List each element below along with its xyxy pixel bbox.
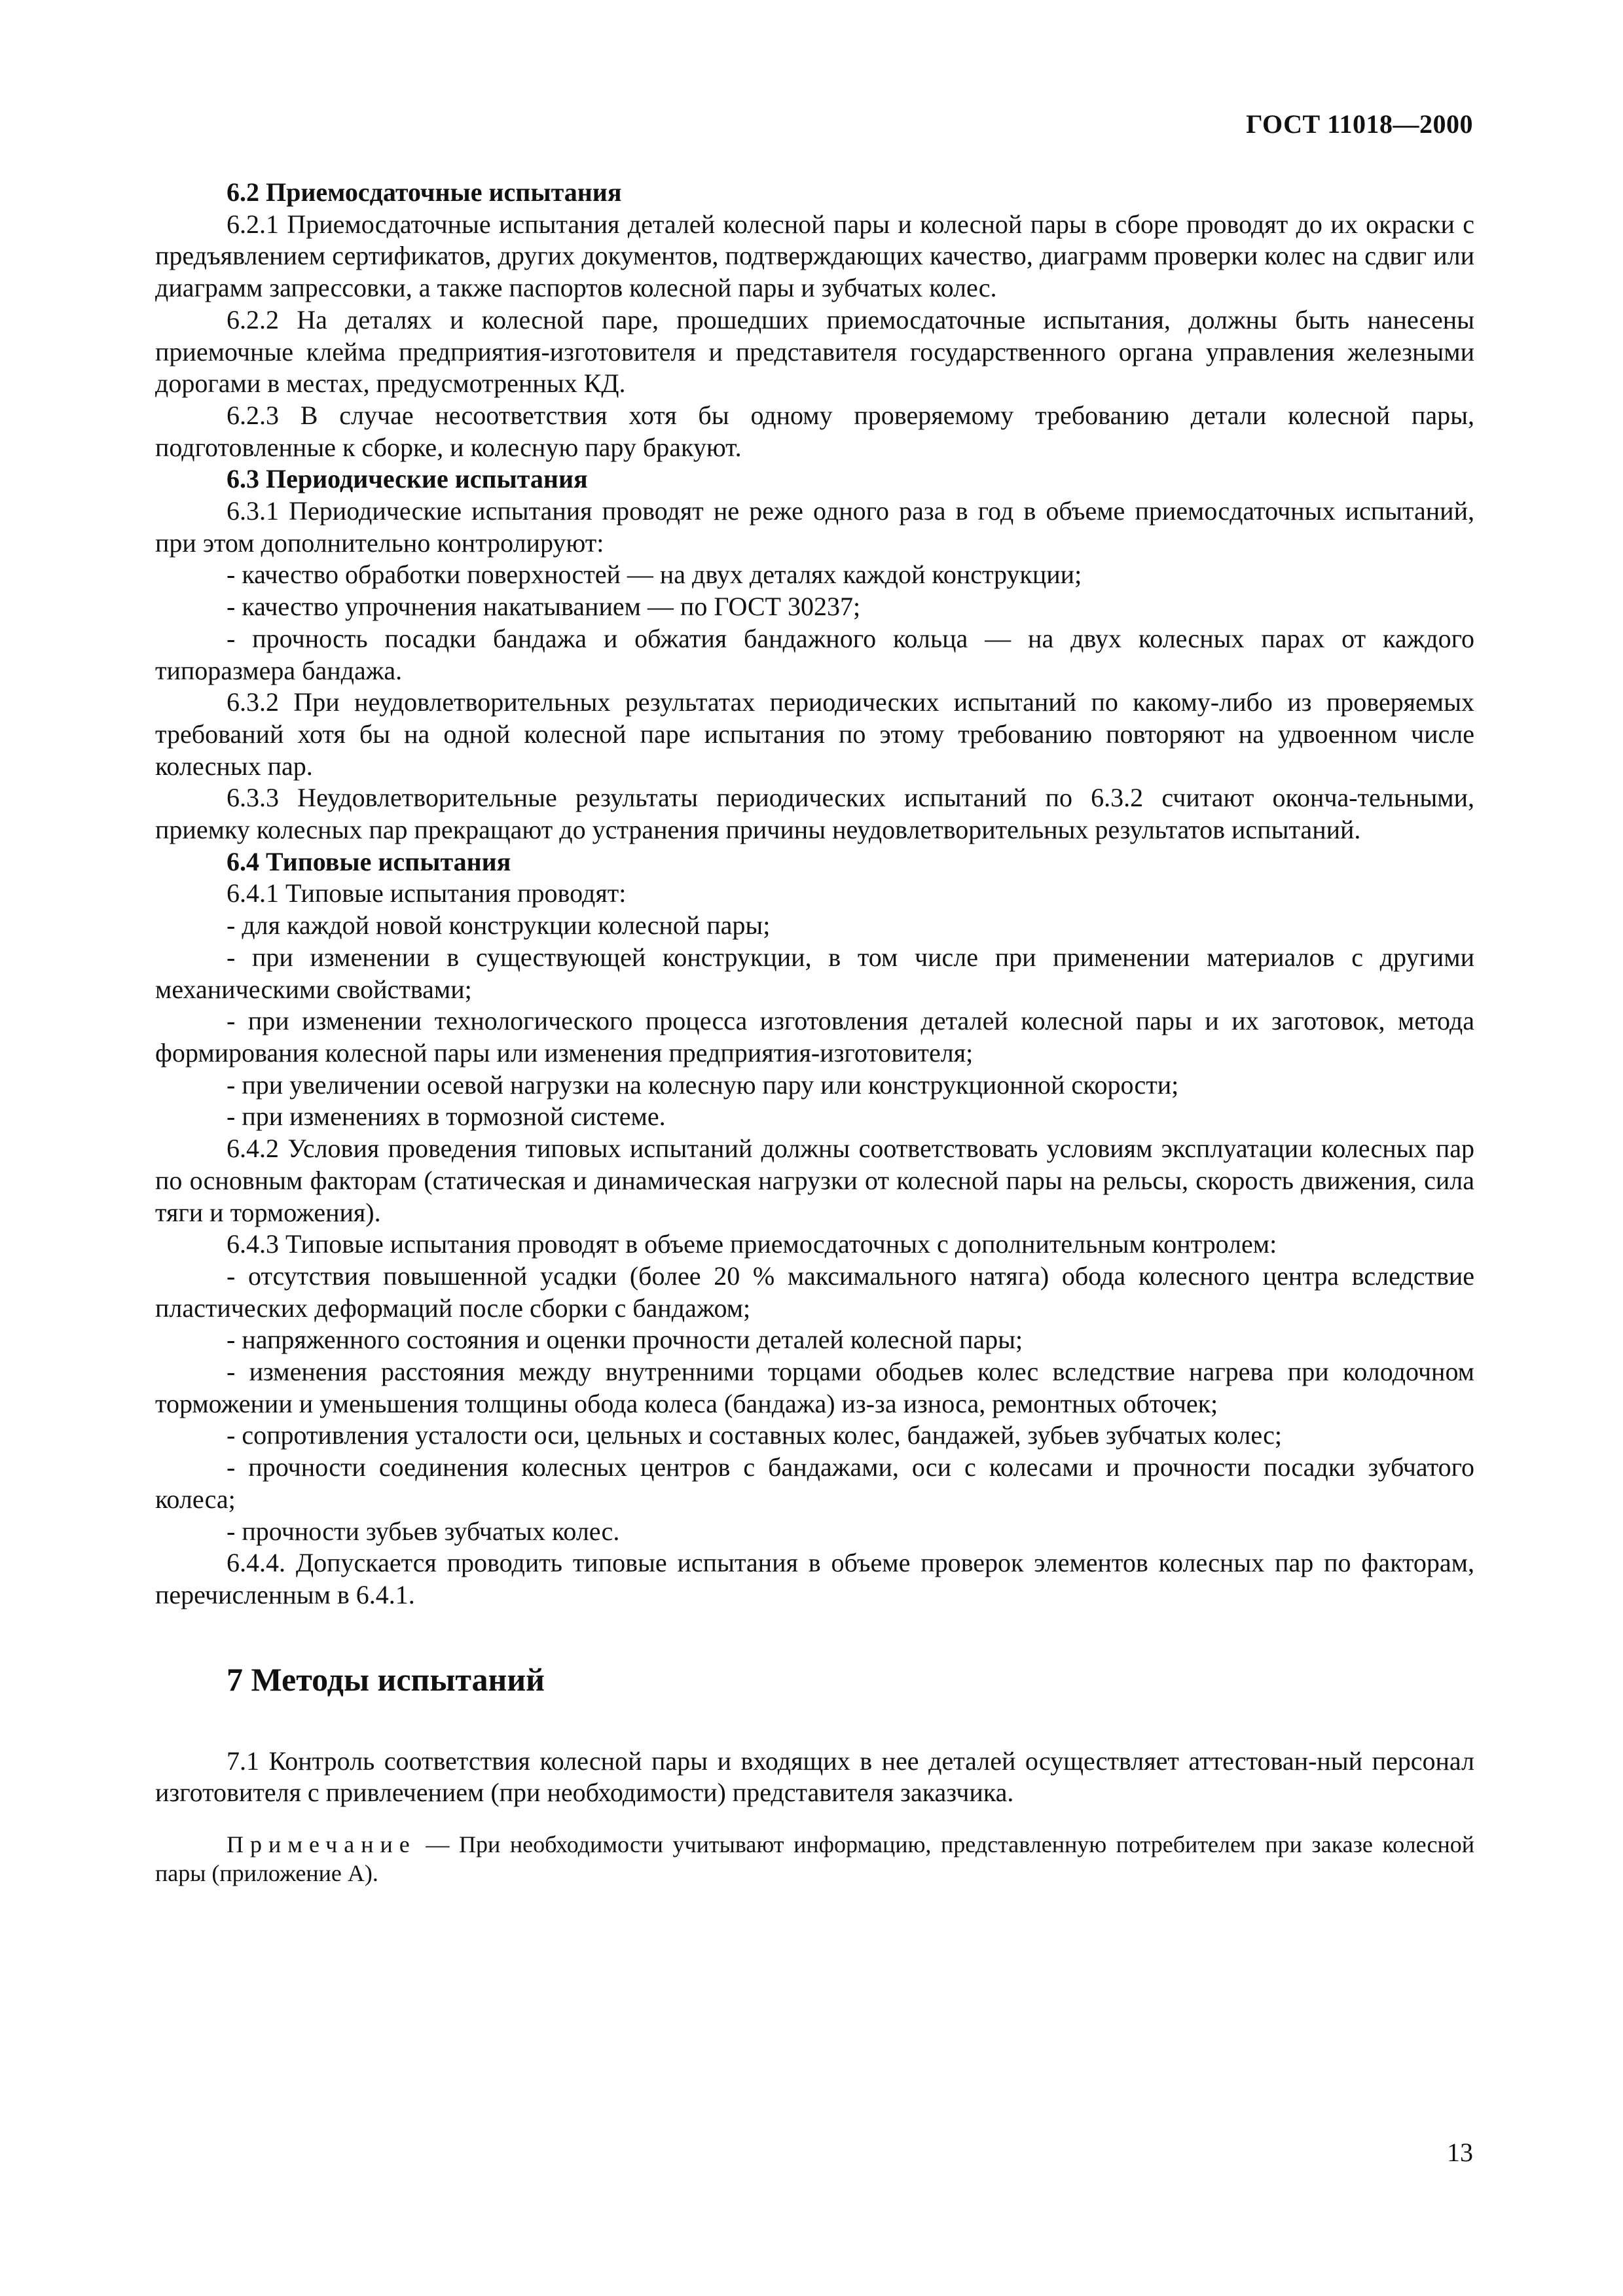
document-body bbox=[155, 177, 1474, 1888]
paragraph-6-4-1: 6.4.1 Типовые испытания проводят: bbox=[227, 878, 627, 908]
paragraph-7-1: 7.1 Контроль соответствия колесной пары и входящих в нее деталей осуществляет аттестован-ный персонал изготовителя с привлечением (при необходимости) представителя заказчика. bbox=[155, 1746, 1474, 1808]
note-label: Примечание bbox=[227, 1831, 416, 1858]
paragraph-6-4-3: 6.4.3 Типовые испытания проводят в объеме приемосдаточных с дополнительным контролем: bbox=[227, 1229, 1277, 1259]
section-heading-6-4: 6.4 Типовые испытания bbox=[227, 846, 511, 876]
list-item: - прочности зубьев зубчатых колес. bbox=[227, 1516, 620, 1546]
section-heading-6-3: 6.3 Периодические испытания bbox=[227, 464, 588, 494]
list-item: - при изменениях в тормозной системе. bbox=[227, 1102, 666, 1132]
note-paragraph bbox=[155, 1830, 1474, 1888]
standard-header: ГОСТ 11018—2000 bbox=[1246, 109, 1473, 139]
list-item: - для каждой новой конструкции колесной пары; bbox=[227, 910, 771, 941]
list-item: - изменения расстояния между внутренними торцами ободьев колес вследствие нагрева при колодочном торможении и уменьшения толщины обода колеса (бандажа) из-за износа, ремонтных обточек; bbox=[155, 1357, 1474, 1418]
list-item: - качество упрочнения накатыванием — по ГОСТ 30237; bbox=[227, 592, 861, 622]
paragraph-6-3-2: 6.3.2 При неудовлетворительных результатах периодических испытаний по какому-либо из проверяемых требований хотя бы на одной колесной паре испытания по этому требованию повторяют на удвоенном числе колесных пар. bbox=[155, 687, 1474, 781]
page-number: 13 bbox=[1447, 2138, 1473, 2167]
list-item: - прочности соединения колесных центров с бандажами, оси с колесами и прочности посадки зубчатого колеса; bbox=[155, 1452, 1474, 1514]
paragraph-6-3-3: 6.3.3 Неудовлетворительные результаты периодических испытаний по 6.3.2 считают оконча-тельными, приемку колесных пар прекращают до устранения причины неудовлетворительных результатов испытаний. bbox=[155, 783, 1474, 845]
list-item: - при увеличении осевой нагрузки на колесную пару или конструкционной скорости; bbox=[227, 1069, 1179, 1100]
paragraph-6-3-1: 6.3.1 Периодические испытания проводят не реже одного раза в год в объеме приемосдаточных испытаний, при этом дополнительно контролируют: bbox=[155, 496, 1474, 558]
paragraph-6-2-3: 6.2.3 В случае несоответствия хотя бы одному проверяемому требованию детали колесной пары, подготовленные к сборке, и колесную пару бракуют. bbox=[155, 400, 1474, 462]
paragraph-6-4-2: 6.4.2 Условия проведения типовых испытаний должны соответствовать условиям эксплуатации колесных пар по основным факторам (статическая и динамическая нагрузки от колесной пары на рельсы, скорость движения, сила тяги и торможения). bbox=[155, 1134, 1474, 1227]
note-text: — При необходимости учитывают информацию, представленную потребителем при заказе колесной пары (приложение А). bbox=[155, 1831, 1474, 1887]
list-item: - напряженного состояния и оценки прочности деталей колесной пары; bbox=[227, 1325, 1023, 1355]
paragraph-6-2-2: 6.2.2 На деталях и колесной паре, прошедших приемосдаточные испытания, должны быть нанесены приемочные клейма предприятия-изготовителя и представителя государственного органа управления железными дорогами в местах, предусмотренных КД. bbox=[155, 304, 1474, 399]
list-item: - сопротивления усталости оси, цельных и составных колес, бандажей, зубьев зубчатых колес; bbox=[227, 1420, 1282, 1450]
list-item: - прочность посадки бандажа и обжатия бандажного кольца — на двух колесных парах от каждого типоразмера бандажа. bbox=[155, 623, 1474, 685]
list-item: - качество обработки поверхностей — на двух деталях каждой конструкции; bbox=[227, 560, 1082, 590]
section-heading-7: 7 Методы испытаний bbox=[227, 1660, 545, 1698]
section-heading-6-2: 6.2 Приемосдаточные испытания bbox=[227, 177, 622, 207]
list-item: - при изменении в существующей конструкции, в том числе при применении материалов с другими механическими свойствами; bbox=[155, 942, 1474, 1004]
paragraph-6-4-4: 6.4.4. Допускается проводить типовые испытания в объеме проверок элементов колесных пар по факторам, перечисленным в 6.4.1. bbox=[155, 1548, 1474, 1609]
paragraph-6-2-1: 6.2.1 Приемосдаточные испытания деталей колесной пары и колесной пары в сборе проводят до их окраски с предъявлением сертификатов, других документов, подтверждающих качество, диаграмм проверки колес на сдвиг или диаграмм запрессовки, а также паспортов колесной пары и зубчатых колес. bbox=[155, 209, 1474, 303]
list-item: - при изменении технологического процесса изготовления деталей колесной пары и их заготовок, метода формирования колесной пары или изменения предприятия-изготовителя; bbox=[155, 1006, 1474, 1067]
list-item: - отсутствия повышенной усадки (более 20 % максимального натяга) обода колесного центра вследствие пластических деформаций после сборки с бандажом; bbox=[155, 1261, 1474, 1323]
